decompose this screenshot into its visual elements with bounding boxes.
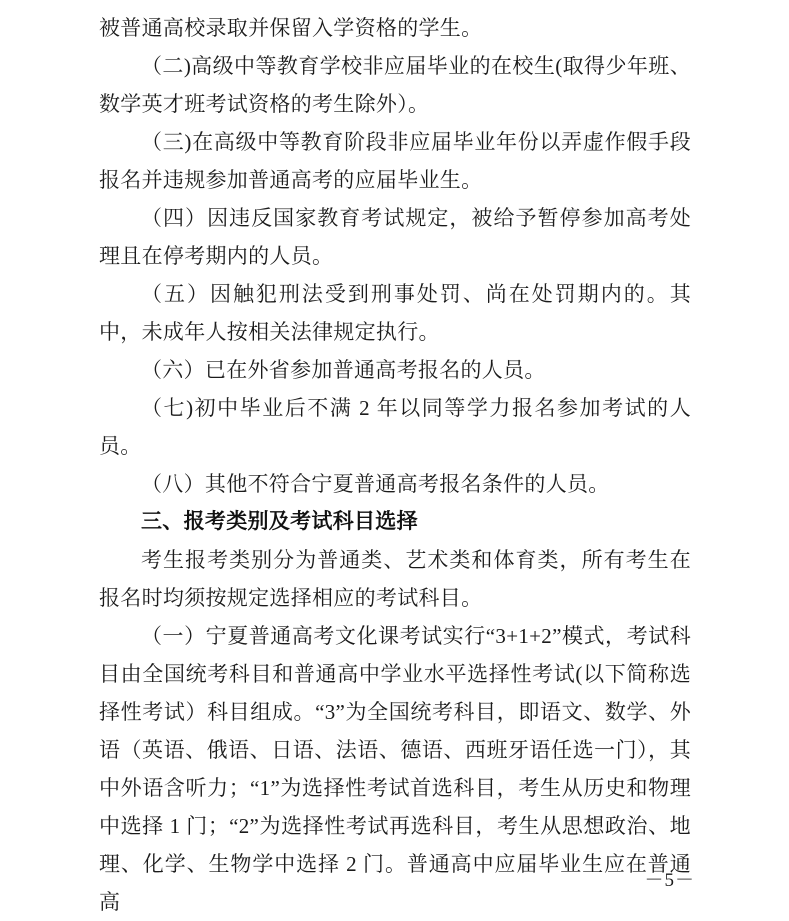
section-heading: 三、报考类别及考试科目选择 [141,510,418,533]
paragraph-exam-categories: 考生报考类别分为普通类、艺术类和体育类，所有考生在报名时均须按规定选择相应的考试科目。 [99,548,691,610]
list-item-7: （七)初中毕业后不满 2 年以同等学力报名参加考试的人员。 [99,396,691,458]
list-item-6: （六）已在外省参加普通高考报名的人员。 [141,358,546,382]
list-item-4: （四）因违反国家教育考试规定，被给予暂停参加高考处理且在停考期内的人员。 [99,206,691,268]
paragraph-exam-mode-312: （一）宁夏普通高考文化课考试实行“3+1+2”模式，考试科目由全国统考科目和普通高中学业水平选择性考试(以下简称选择性考试）科目组成。“3”为全国统考科目，即语文、数学、外语（英语、俄语、日语、法语、德语、西班牙语任选一门），其中外语含听力；“1”为选择性考试首选科目，考生从历史和物理中选择 1 门；“2”为选择性考试再选科目，考生从思想政治、地理、化学、生物学中选择 2 门。普通高中应届毕业生应在普通高 [99,624,691,914]
page-number: －5－ [644,870,695,891]
list-item-8: （八）其他不符合宁夏普通高考报名条件的人员。 [141,472,610,496]
document-body [99,9,691,921]
list-item-5: （五）因触犯刑法受到刑事处罚、尚在处罚期内的。其中，未成年人按相关法律规定执行。 [99,282,691,344]
list-item-2: （二)高级中等教育学校非应届毕业的在校生(取得少年班、数学英才班考试资格的考生除外）。 [99,54,691,116]
paragraph-continuation: 被普通高校录取并保留入学资格的学生。 [99,16,483,40]
list-item-3: （三)在高级中等教育阶段非应届毕业年份以弄虚作假手段报名并违规参加普通高考的应届毕业生。 [99,130,691,192]
